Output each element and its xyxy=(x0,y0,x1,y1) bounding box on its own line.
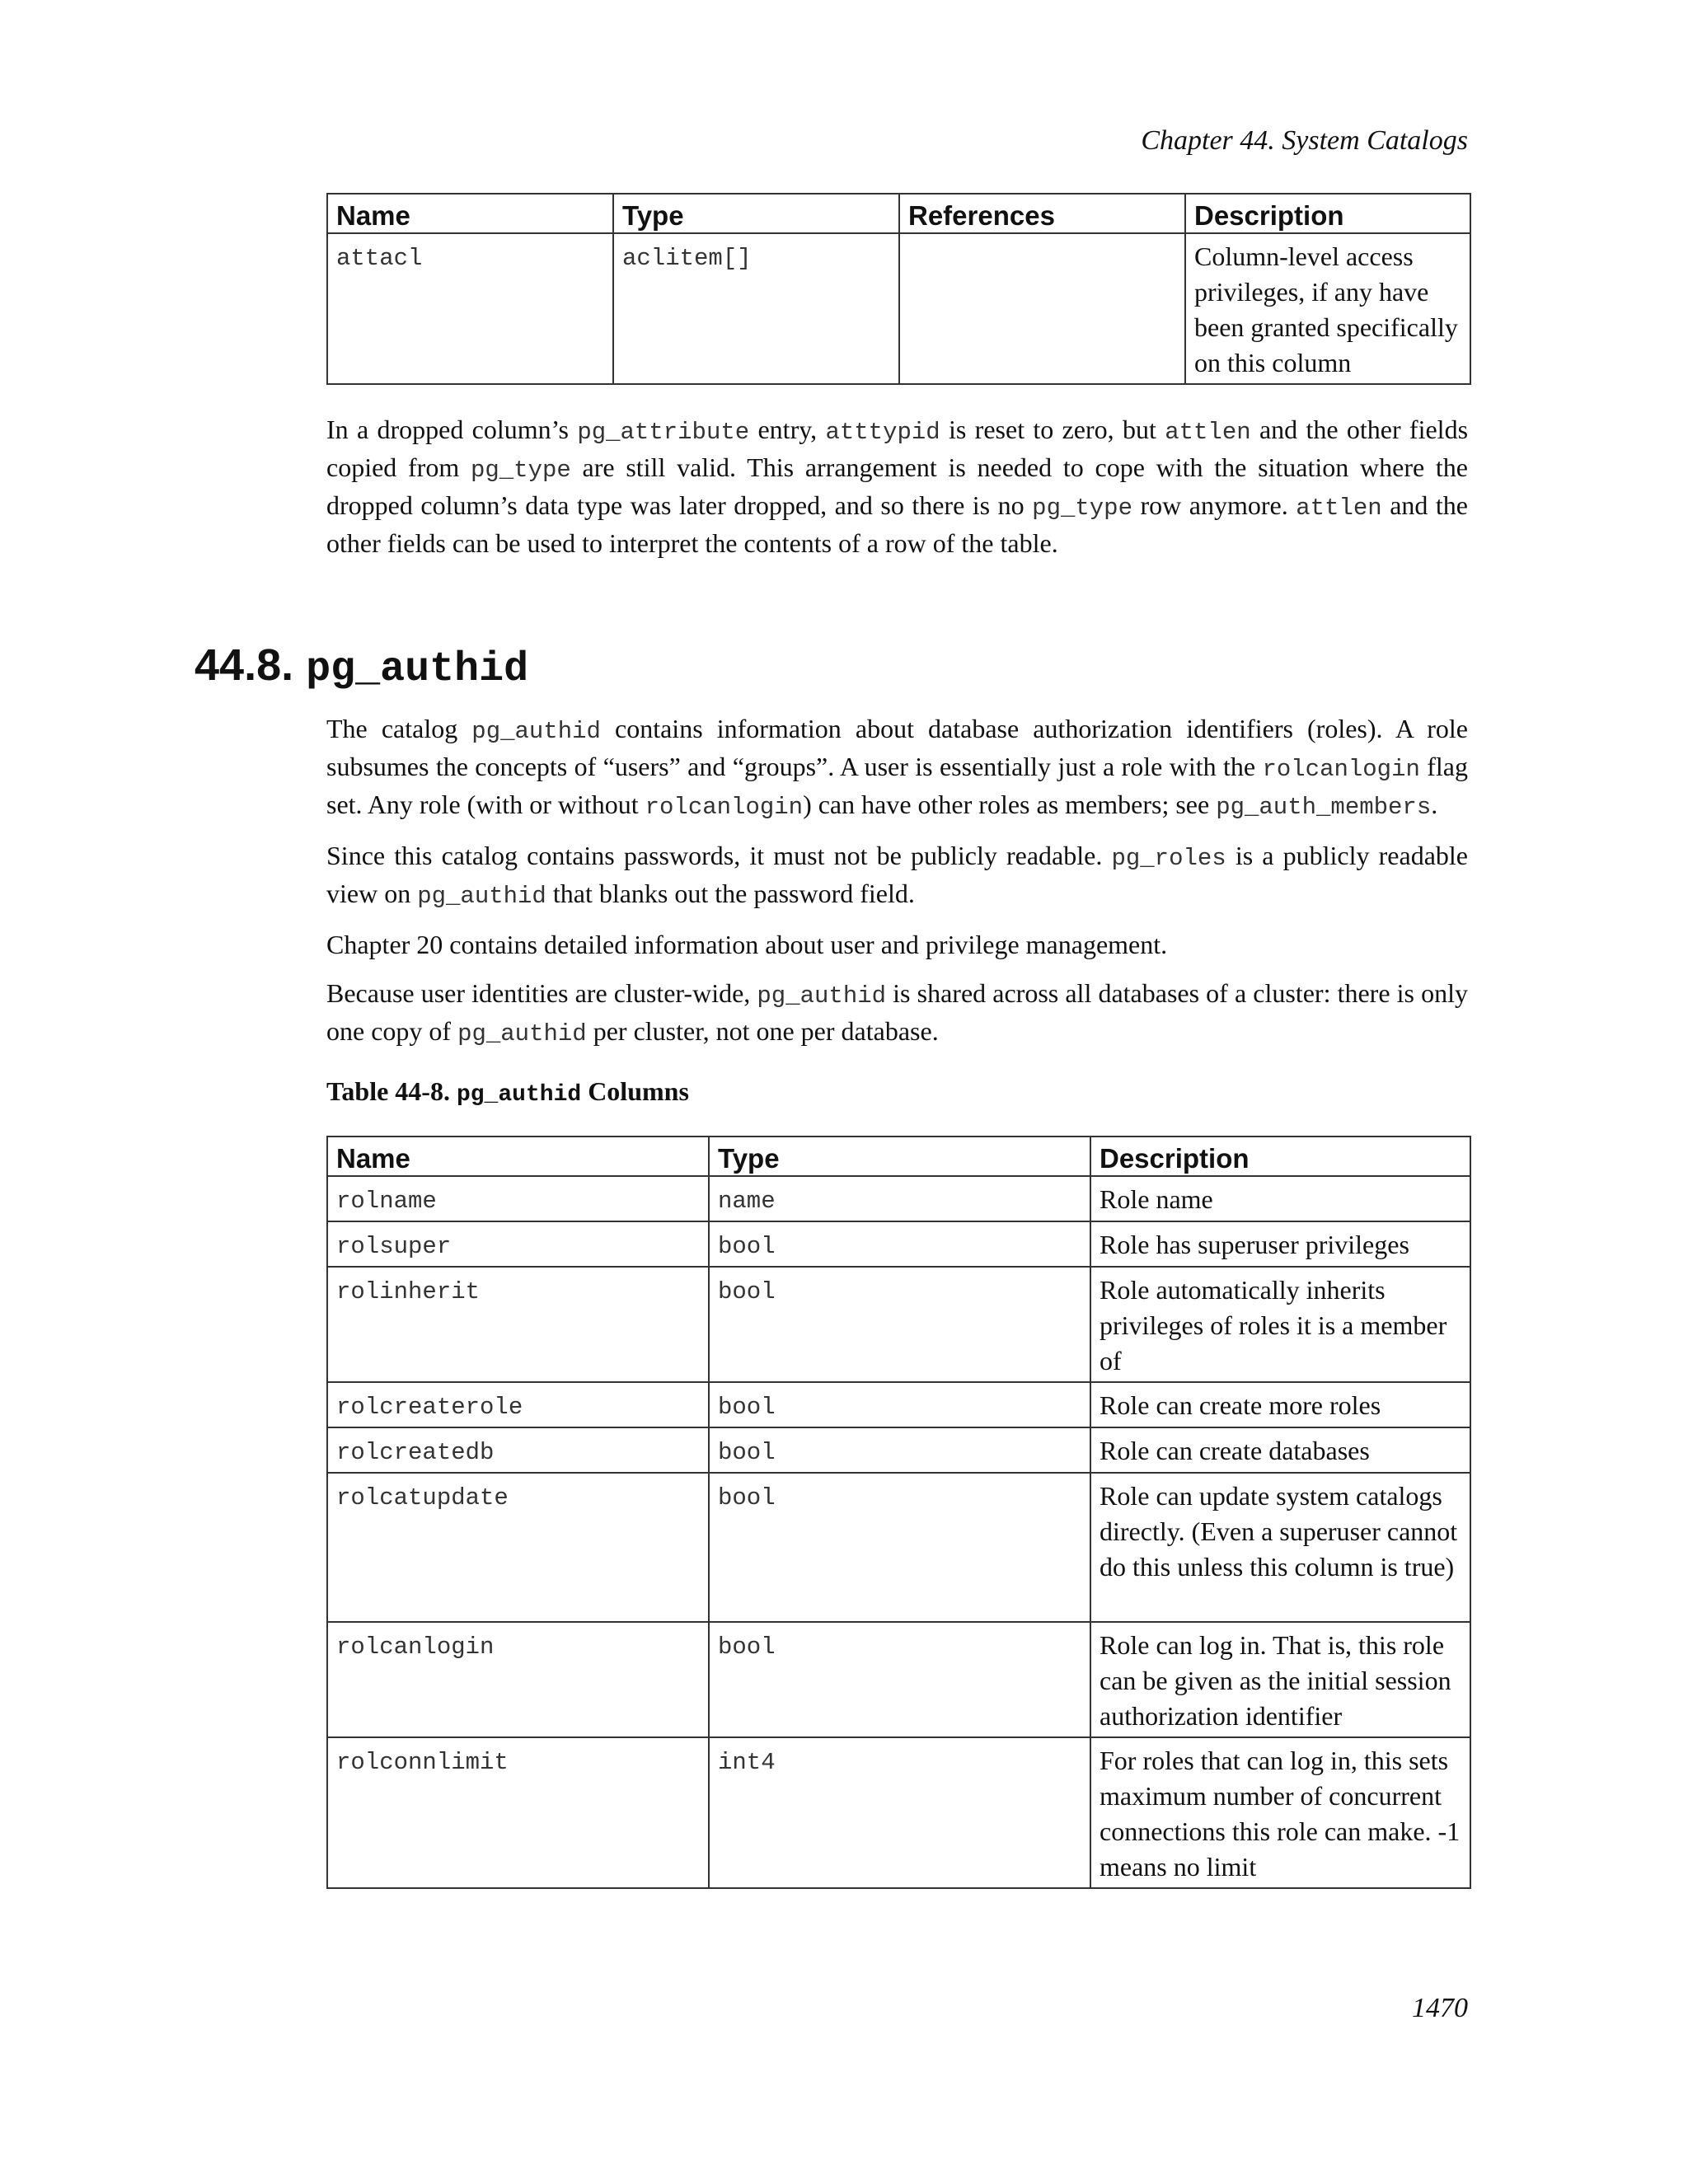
paragraph: The catalog pg_authid contains information about database authorization identifiers (roles). A role subsumes the concepts of “users” and “groups”. A user is essentially just a role with the rolcanlogin flag set. Any role (with or without rolcanlogin) can have other roles as members; see pg_auth_members. xyxy=(326,714,1469,821)
cell-description: Role automatically inherits privileges of roles it is a member of xyxy=(1090,1267,1470,1382)
column-header-name: Name xyxy=(327,194,613,233)
column-header-type: Type xyxy=(613,194,899,233)
table-row xyxy=(327,1622,1470,1737)
cell-references xyxy=(899,233,1185,384)
cell-type: bool xyxy=(709,1267,1090,1382)
attribute-table-continued xyxy=(326,193,1468,385)
table-row xyxy=(327,1427,1470,1473)
cell-type: int4 xyxy=(709,1737,1090,1888)
cell-type: bool xyxy=(709,1622,1090,1737)
cell-name: rolsuper xyxy=(327,1221,709,1267)
column-header-name: Name xyxy=(327,1137,709,1176)
table-row xyxy=(327,1473,1470,1622)
column-header-description: Description xyxy=(1185,194,1470,233)
section-body xyxy=(326,711,1468,1052)
authid-columns-table-wrapper xyxy=(326,1136,1468,1889)
cell-name: rolcatupdate xyxy=(327,1473,709,1622)
section-title: pg_authid xyxy=(306,646,529,693)
column-header-type: Type xyxy=(709,1137,1090,1176)
cell-name: rolinherit xyxy=(327,1267,709,1382)
cell-name: rolcanlogin xyxy=(327,1622,709,1737)
table-header-row xyxy=(327,194,1470,233)
table-row xyxy=(327,233,1470,384)
table-row xyxy=(327,1176,1470,1221)
cell-description: Role can create more roles xyxy=(1090,1382,1470,1427)
cell-description: Role has superuser privileges xyxy=(1090,1221,1470,1267)
cell-description: Role name xyxy=(1090,1176,1470,1221)
column-header-description: Description xyxy=(1090,1137,1470,1176)
table-row xyxy=(327,1267,1470,1382)
paragraph: In a dropped column’s pg_attribute entry, atttypid is reset to zero, but attlen and the other fields copied from pg_type are still valid. This arrangement is needed to cope with the situation where the dropped column’s data type was later dropped, and so there is no pg_type row anymore. attlen and the other fields can be used to interpret the contents of a row of the table. xyxy=(326,415,1469,558)
cell-type: name xyxy=(709,1176,1090,1221)
cell-description: Role can create databases xyxy=(1090,1427,1470,1473)
cell-type: bool xyxy=(709,1382,1090,1427)
dropped-column-note xyxy=(326,412,1468,561)
cell-name: rolconnlimit xyxy=(327,1737,709,1888)
cell-type: bool xyxy=(709,1427,1090,1473)
cell-name: rolname xyxy=(327,1176,709,1221)
table-row xyxy=(327,1221,1470,1267)
table-row xyxy=(327,1737,1470,1888)
table-caption: Table 44-8. pg_authid Columns xyxy=(326,1076,689,1108)
cell-type: bool xyxy=(709,1221,1090,1267)
column-header-references: References xyxy=(899,194,1185,233)
paragraph: Chapter 20 contains detailed information about user and privilege management. xyxy=(326,930,1168,959)
cell-name: attacl xyxy=(327,233,613,384)
running-head: Chapter 44. System Catalogs xyxy=(1141,125,1468,156)
cell-name: rolcreatedb xyxy=(327,1427,709,1473)
cell-name: rolcreaterole xyxy=(327,1382,709,1427)
cell-description: Role can update system catalogs directly. (Even a superuser cannot do this unless this column is true) xyxy=(1090,1473,1470,1622)
cell-type: aclitem[] xyxy=(613,233,899,384)
section-number: 44.8. xyxy=(195,640,294,690)
cell-description: Column-level access privileges, if any have been granted specifically on this column xyxy=(1185,233,1470,384)
section-heading xyxy=(195,640,528,693)
table-row xyxy=(327,1382,1470,1427)
paragraph: Since this catalog contains passwords, it must not be publicly readable. pg_roles is a publicly readable view on pg_authid that blanks out the password field. xyxy=(326,841,1469,910)
cell-description: Role can log in. That is, this role can be given as the initial session authorization identifier xyxy=(1090,1622,1470,1737)
table-header-row xyxy=(327,1137,1470,1176)
attribute-table xyxy=(326,193,1471,385)
authid-columns-table xyxy=(326,1136,1471,1889)
paragraph: Because user identities are cluster-wide, pg_authid is shared across all databases of a cluster: there is only one copy of pg_authid per cluster, not one per database. xyxy=(326,978,1469,1047)
cell-type: bool xyxy=(709,1473,1090,1622)
page-number: 1470 xyxy=(1412,1993,1468,2023)
cell-description: For roles that can log in, this sets maximum number of concurrent connections this role can make. -1 means no limit xyxy=(1090,1737,1470,1888)
